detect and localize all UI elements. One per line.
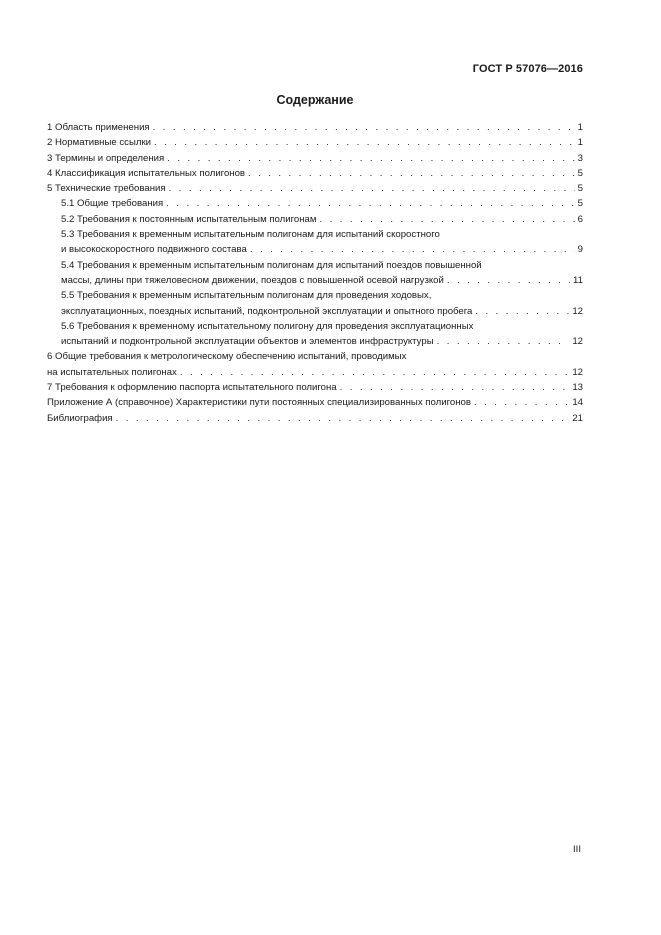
toc-entry-text: 7 Требования к оформлению паспорта испытательного полигона (47, 382, 337, 394)
toc-entry-text: и высокоскоростного подвижного состава (61, 244, 247, 256)
toc-entry-page: 5 (577, 198, 583, 210)
toc-entry-text: 4 Классификация испытательных полигонов (47, 167, 246, 179)
document-code: ГОСТ Р 57076—2016 (472, 63, 583, 75)
toc-entry-page: 13 (572, 382, 583, 394)
toc-entry[interactable] (47, 196, 583, 211)
toc-entry[interactable] (47, 411, 583, 426)
toc-entry-text: 5.1 Общие требования (61, 198, 164, 210)
toc-entry-page: 5 (577, 167, 583, 179)
toc-title: Содержание (276, 93, 354, 107)
toc-entry-page: 11 (573, 274, 583, 286)
dot-leader (340, 380, 570, 395)
dot-leader (248, 166, 575, 181)
dot-leader (180, 365, 569, 380)
dot-leader (153, 120, 575, 135)
dot-leader (169, 181, 575, 196)
toc-entry-text: 3 Термины и определения (47, 152, 165, 164)
toc-entry-text: на испытательных полигонах (47, 366, 177, 378)
toc-entry[interactable] (47, 166, 583, 181)
toc-entry[interactable] (47, 395, 583, 410)
toc-entry[interactable] (47, 135, 583, 150)
toc-entry[interactable] (47, 319, 583, 350)
toc-entry-text: 5.6 Требования к временному испытательному полигону для проведения эксплуатационных (61, 320, 474, 332)
toc-entry-text: Библиография (47, 412, 113, 424)
toc-entry-text: испытаний и подконтрольной эксплуатации объектов и элементов инфраструктуры (61, 336, 434, 348)
toc-entry-page: 9 (577, 244, 583, 256)
toc-entry[interactable] (47, 227, 583, 258)
toc-entry-page: 14 (572, 397, 583, 409)
toc-entry-page: 12 (572, 366, 583, 378)
toc-entry-page: 3 (577, 152, 583, 164)
toc-entry[interactable] (47, 258, 583, 289)
dot-leader (474, 395, 569, 410)
toc-entry-text: Приложение А (справочное) Характеристики пути постоянных специализированных полигонов (47, 397, 471, 409)
toc-entry-text: 2 Нормативные ссылки (47, 137, 152, 149)
toc-entry[interactable] (47, 151, 583, 166)
toc-entry-text: массы, длины при тяжеловесном движении, поездов с повышенной осевой нагрузкой (61, 274, 444, 286)
toc-entry-text: эксплуатационных, поездных испытаний, подконтрольной эксплуатации и опытного пробега (61, 305, 473, 317)
toc-entry[interactable] (47, 212, 583, 227)
toc-entry-page: 1 (577, 137, 583, 149)
toc-entry-text: 1 Область применения (47, 122, 150, 133)
toc-entry-text: 5.3 Требования к временным испытательным полигонам для испытаний скоростного (61, 229, 440, 241)
toc-entry[interactable] (47, 380, 583, 395)
toc-entry-text: 5.5 Требования к временным испытательным полигонам для проведения ходовых, (61, 290, 432, 302)
dot-leader (116, 411, 570, 426)
toc-entry[interactable] (47, 120, 583, 135)
toc-entry[interactable] (47, 181, 583, 196)
dot-leader (167, 151, 574, 166)
dot-leader (475, 304, 569, 319)
toc-entry-page: 6 (577, 213, 583, 225)
toc-entry-text: 5 Технические требования (47, 183, 166, 195)
dot-leader (166, 196, 574, 211)
dot-leader (447, 273, 570, 288)
toc-entry-page: 12 (572, 305, 583, 317)
page-number: III (573, 844, 581, 855)
dot-leader (319, 212, 574, 227)
table-of-contents (47, 120, 583, 426)
dot-leader (437, 334, 570, 349)
toc-entry-text: 5.4 Требования к временным испытательным полигонам для испытаний поездов повышенной (61, 259, 482, 271)
toc-entry[interactable] (47, 349, 583, 380)
toc-entry-page: 5 (577, 183, 583, 195)
toc-entry-page: 21 (572, 412, 583, 424)
toc-entry[interactable] (47, 288, 583, 319)
dot-leader (154, 135, 575, 150)
toc-entry-page: 12 (572, 336, 583, 348)
toc-entry-text: 5.2 Требования к постоянным испытательным полигонам (61, 213, 317, 225)
toc-entry-text: 6 Общие требования к метрологическому обеспечению испытаний, проводимых (47, 351, 407, 363)
dot-leader (250, 242, 575, 257)
toc-entry-page: 1 (577, 122, 583, 133)
